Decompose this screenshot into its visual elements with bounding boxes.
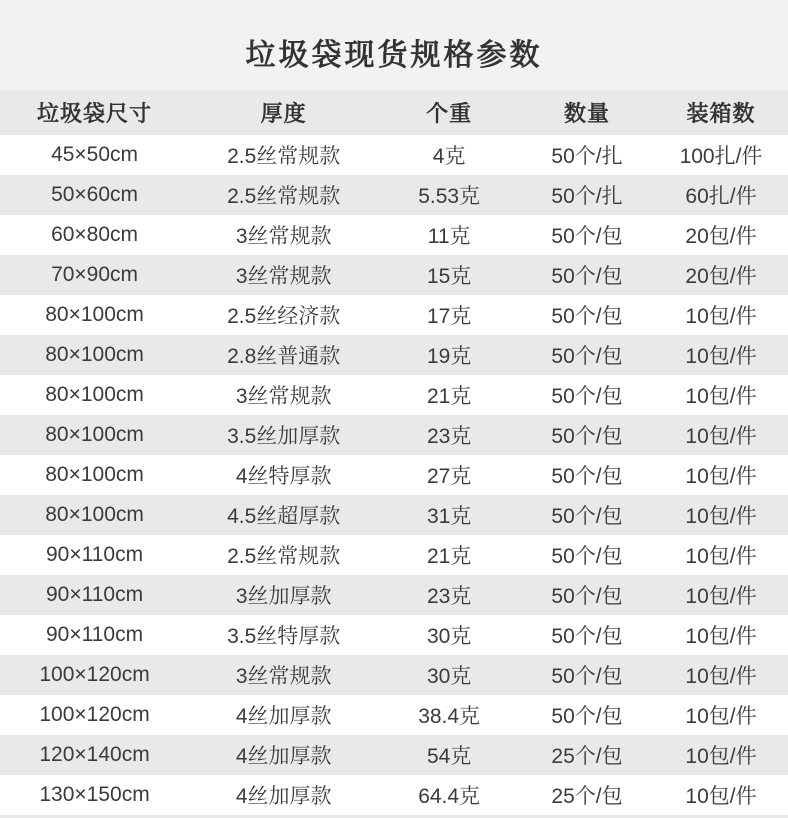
table-cell: 4丝特厚款	[235, 465, 332, 488]
table-cell: 2.5丝常规款	[227, 185, 341, 208]
table-cell: 2.5丝常规款	[227, 145, 341, 168]
table-row	[0, 175, 788, 215]
table-row	[0, 615, 788, 655]
table-cell: 50个/包	[551, 265, 623, 288]
column-header-quantity: 数量	[520, 90, 654, 135]
table-cell: 50个/包	[551, 465, 623, 488]
header-row	[0, 90, 788, 135]
table-row	[0, 255, 788, 295]
table-cell: 50个/包	[551, 585, 623, 608]
table-cell: 21克	[426, 385, 472, 408]
table-cell: 50个/扎	[551, 185, 623, 208]
table-cell: 90×110cm	[46, 583, 144, 606]
table-row	[0, 135, 788, 175]
table-cell: 50个/包	[551, 305, 623, 328]
table-cell: 120×140cm	[39, 743, 150, 766]
table-cell: 130×150cm	[39, 783, 150, 806]
table-cell: 90×110cm	[46, 623, 144, 646]
table-cell: 5.53克	[418, 185, 481, 208]
table-cell: 2.5丝常规款	[227, 545, 341, 568]
column-header-size: 垃圾袋尺寸	[0, 90, 189, 135]
table-cell: 31克	[426, 505, 472, 528]
table-cell: 50个/包	[551, 705, 623, 728]
column-header-weight: 个重	[378, 90, 520, 135]
table-cell: 23克	[426, 425, 472, 448]
table-cell: 60扎/件	[685, 185, 757, 208]
table-cell: 10包/件	[685, 345, 757, 368]
table-cell: 3丝常规款	[235, 265, 332, 288]
table-row	[0, 295, 788, 335]
table-cell: 50个/包	[551, 625, 623, 648]
table-cell: 45×50cm	[51, 143, 139, 166]
table-row	[0, 455, 788, 495]
table-cell: 80×100cm	[45, 383, 144, 406]
table-cell: 4丝加厚款	[235, 785, 332, 808]
spec-table	[0, 90, 788, 815]
table-row	[0, 535, 788, 575]
table-cell: 3.5丝加厚款	[227, 425, 341, 448]
table-cell: 30克	[426, 625, 472, 648]
table-cell: 50×60cm	[51, 183, 139, 206]
table-cell: 70×90cm	[51, 263, 139, 286]
table-cell: 4.5丝超厚款	[227, 505, 341, 528]
column-header-thickness: 厚度	[189, 90, 378, 135]
table-cell: 10包/件	[685, 585, 757, 608]
table-cell: 50个/包	[551, 225, 623, 248]
table-row	[0, 375, 788, 415]
table-cell: 50个/包	[551, 545, 623, 568]
table-cell: 3丝常规款	[235, 225, 332, 248]
table-row	[0, 495, 788, 535]
page-title: 垃圾袋现货规格参数	[245, 39, 543, 72]
table-cell: 20包/件	[685, 265, 757, 288]
table-row	[0, 735, 788, 775]
table-cell: 4克	[432, 145, 466, 168]
table-cell: 80×100cm	[45, 423, 144, 446]
table-cell: 10包/件	[685, 305, 757, 328]
table-cell: 27克	[426, 465, 472, 488]
column-header-packing: 装箱数	[654, 90, 788, 135]
table-cell: 100×120cm	[39, 703, 150, 726]
table-cell: 80×100cm	[45, 303, 144, 326]
table-cell: 10包/件	[685, 665, 757, 688]
table-cell: 10包/件	[685, 705, 757, 728]
table-cell: 4丝加厚款	[235, 705, 332, 728]
table-row	[0, 775, 788, 815]
table-cell: 50个/包	[551, 385, 623, 408]
table-cell: 100扎/件	[679, 145, 763, 168]
table-cell: 19克	[426, 345, 472, 368]
table-cell: 23克	[426, 585, 472, 608]
table-row	[0, 415, 788, 455]
table-cell: 2.8丝普通款	[227, 345, 341, 368]
table-cell: 3丝常规款	[235, 385, 332, 408]
table-row	[0, 575, 788, 615]
table-cell: 10包/件	[685, 385, 757, 408]
table-cell: 50个/包	[551, 665, 623, 688]
table-cell: 10包/件	[685, 465, 757, 488]
table-cell: 10包/件	[685, 545, 757, 568]
table-row	[0, 695, 788, 735]
table-cell: 10包/件	[685, 785, 757, 808]
table-cell: 3.5丝特厚款	[227, 625, 341, 648]
table-cell: 10包/件	[685, 505, 757, 528]
table-cell: 21克	[426, 545, 472, 568]
table-cell: 25个/包	[551, 745, 623, 768]
table-cell: 80×100cm	[45, 343, 144, 366]
table-cell: 10包/件	[685, 625, 757, 648]
spec-table-body	[0, 135, 788, 815]
table-cell: 3丝加厚款	[235, 585, 332, 608]
table-cell: 80×100cm	[45, 463, 144, 486]
table-row	[0, 335, 788, 375]
table-cell: 25个/包	[551, 785, 623, 808]
table-cell: 11克	[427, 225, 471, 248]
table-cell: 50个/包	[551, 505, 623, 528]
table-cell: 80×100cm	[45, 503, 144, 526]
table-cell: 30克	[426, 665, 472, 688]
table-cell: 20包/件	[685, 225, 757, 248]
spec-table-header	[0, 90, 788, 135]
table-cell: 15克	[426, 265, 472, 288]
table-row	[0, 215, 788, 255]
table-cell: 90×110cm	[46, 543, 144, 566]
table-cell: 3丝常规款	[235, 665, 332, 688]
table-cell: 50个/包	[551, 425, 623, 448]
table-cell: 38.4克	[418, 705, 481, 728]
title-band	[0, 0, 788, 90]
table-cell: 100×120cm	[39, 663, 150, 686]
table-cell: 54克	[426, 745, 472, 768]
table-row	[0, 655, 788, 695]
table-cell: 64.4克	[418, 785, 481, 808]
table-cell: 10包/件	[685, 425, 757, 448]
table-cell: 10包/件	[685, 745, 757, 768]
table-cell: 17克	[426, 305, 472, 328]
table-cell: 50个/扎	[551, 145, 623, 168]
table-cell: 50个/包	[551, 345, 623, 368]
table-cell: 4丝加厚款	[235, 745, 332, 768]
table-cell: 2.5丝经济款	[227, 305, 341, 328]
table-cell: 60×80cm	[51, 223, 139, 246]
